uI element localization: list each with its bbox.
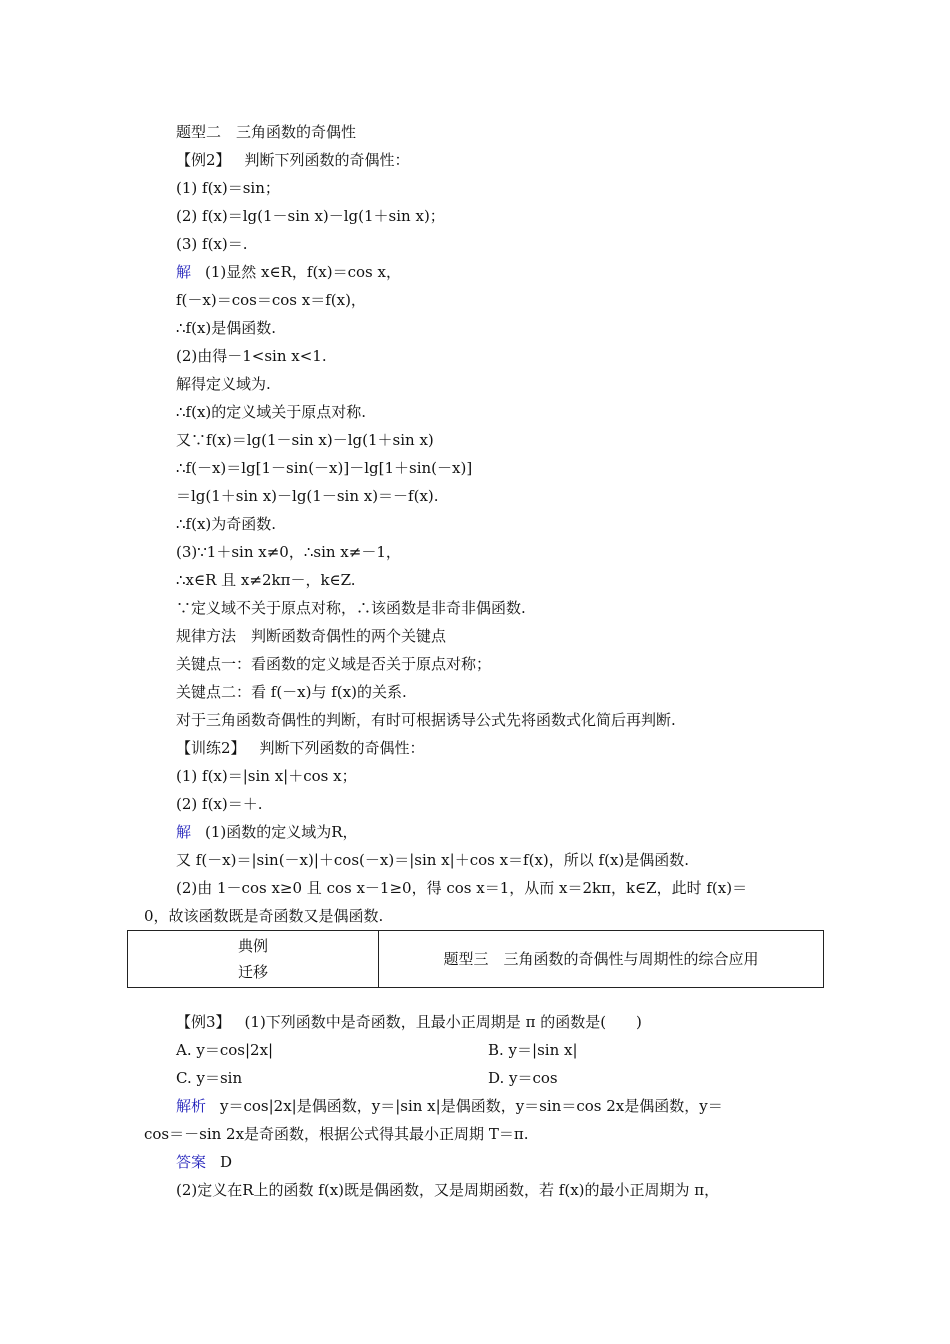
section-title: 题型二 三角函数的奇偶性 <box>176 123 357 141</box>
example2-heading <box>176 150 410 170</box>
answer-label: 答案 <box>176 1153 207 1171</box>
banner-left-line1: 典例 <box>237 937 268 955</box>
training2-heading <box>176 738 425 758</box>
example2-solution-line: ∴x∈R 且 x≠2kπ－，k∈Z. <box>176 571 356 589</box>
analysis-label: 解析 <box>176 1097 207 1115</box>
example3-question2: (2)定义在R上的函数 f(x)既是偶函数，又是周期函数，若 f(x)的最小正周期为 π， <box>176 1181 720 1199</box>
banner-left-line2: 迁移 <box>237 963 268 981</box>
example2-solution-line: ∴f(－x)＝lg[1－sin(－x)]－lg[1＋sin(－x)] <box>176 459 473 477</box>
banner-right-cell: 题型三 三角函数的奇偶性与周期性的综合应用 <box>379 931 824 988</box>
example2-solution-line: f(－x)＝cos＝cos x＝f(x)， <box>176 291 366 309</box>
option-d: D. y＝cos <box>488 1069 558 1087</box>
example3-analysis-cont: cos＝－sin 2x是奇函数，根据公式得其最小正周期 T＝π. <box>144 1125 529 1143</box>
example2-solution-line: ∴f(x)为奇函数. <box>176 515 277 533</box>
answer-value: D <box>220 1153 233 1171</box>
training2-label: 【训练2】 <box>176 739 246 757</box>
example2-solution-line: 又∵f(x)＝lg(1－sin x)－lg(1＋sin x) <box>176 431 434 449</box>
banner-left-cell <box>128 931 379 988</box>
example3-analysis: 解析 y＝cos|2x|是偶函数，y＝|sin x|是偶函数，y＝sin＝cos 2x是偶函数，y＝ <box>176 1097 723 1115</box>
method-line: 关键点一：看函数的定义域是否关于原点对称； <box>176 655 492 673</box>
option-b: B. y＝|sin x| <box>488 1041 578 1059</box>
example2-solution-line: 解得定义域为. <box>176 375 271 393</box>
training2-solution-line: 0，故该函数既是奇函数又是偶函数. <box>144 907 384 925</box>
example2-solution-line: ∴f(x)是偶函数. <box>176 319 277 337</box>
example2-solution-line: (3)∵1＋sin x≠0，∴sin x≠－1， <box>176 543 401 561</box>
method-title: 规律方法 判断函数奇偶性的两个关键点 <box>176 627 447 645</box>
example2-label: 【例2】 <box>176 151 231 169</box>
option-a: A. y＝cos|2x| <box>176 1041 274 1059</box>
option-c: C. y＝sin <box>176 1069 243 1087</box>
example3-question: (1)下列函数中是奇函数，且最小正周期是 π 的函数是( ) <box>244 1013 642 1031</box>
method-line: 关键点二：看 f(－x)与 f(x)的关系. <box>176 683 407 701</box>
example2-solution-line: 解 (1)显然 x∈R，f(x)＝cos x， <box>176 263 401 281</box>
training2-prompt: 判断下列函数的奇偶性： <box>259 739 425 757</box>
training2-solution-line: (2)由 1－cos x≥0 且 cos x－1≥0，得 cos x＝1，从而 x＝2kπ，k∈Z，此时 f(x)＝ <box>176 879 748 897</box>
example2-solution-line: (2)由得－1<sin x<1. <box>176 347 327 365</box>
example3-label: 【例3】 <box>176 1013 231 1031</box>
section-banner <box>127 930 824 988</box>
example3-answer <box>176 1152 232 1172</box>
example2-item-1: (1) f(x)＝sin； <box>176 179 280 197</box>
example2-prompt: 判断下列函数的奇偶性： <box>244 151 410 169</box>
training2-solution-line: 解 (1)函数的定义域为R， <box>176 823 358 841</box>
solution-label: 解 <box>176 823 192 841</box>
example2-solution-line: ＝lg(1＋sin x)－lg(1－sin x)＝－f(x). <box>176 487 439 505</box>
example2-solution-line: ∴f(x)的定义域关于原点对称. <box>176 403 367 421</box>
example2-item-2: (2) f(x)＝lg(1－sin x)－lg(1＋sin x)； <box>176 207 445 225</box>
example2-solution-line: ∵定义域不关于原点对称，∴该函数是非奇非偶函数. <box>176 599 526 617</box>
solution-label: 解 <box>176 263 192 281</box>
example2-item-3: (3) f(x)＝. <box>176 235 248 253</box>
example3-heading <box>176 1012 642 1032</box>
training2-solution-line: 又 f(－x)＝|sin(－x)|＋cos(－x)＝|sin x|＋cos x＝f(x)，所以 f(x)是偶函数. <box>176 851 690 869</box>
method-line: 对于三角函数奇偶性的判断，有时可根据诱导公式先将函数式化简后再判断. <box>176 711 676 729</box>
training2-item-1: (1) f(x)＝|sin x|＋cos x； <box>176 767 357 785</box>
training2-item-2: (2) f(x)＝＋. <box>176 795 263 813</box>
